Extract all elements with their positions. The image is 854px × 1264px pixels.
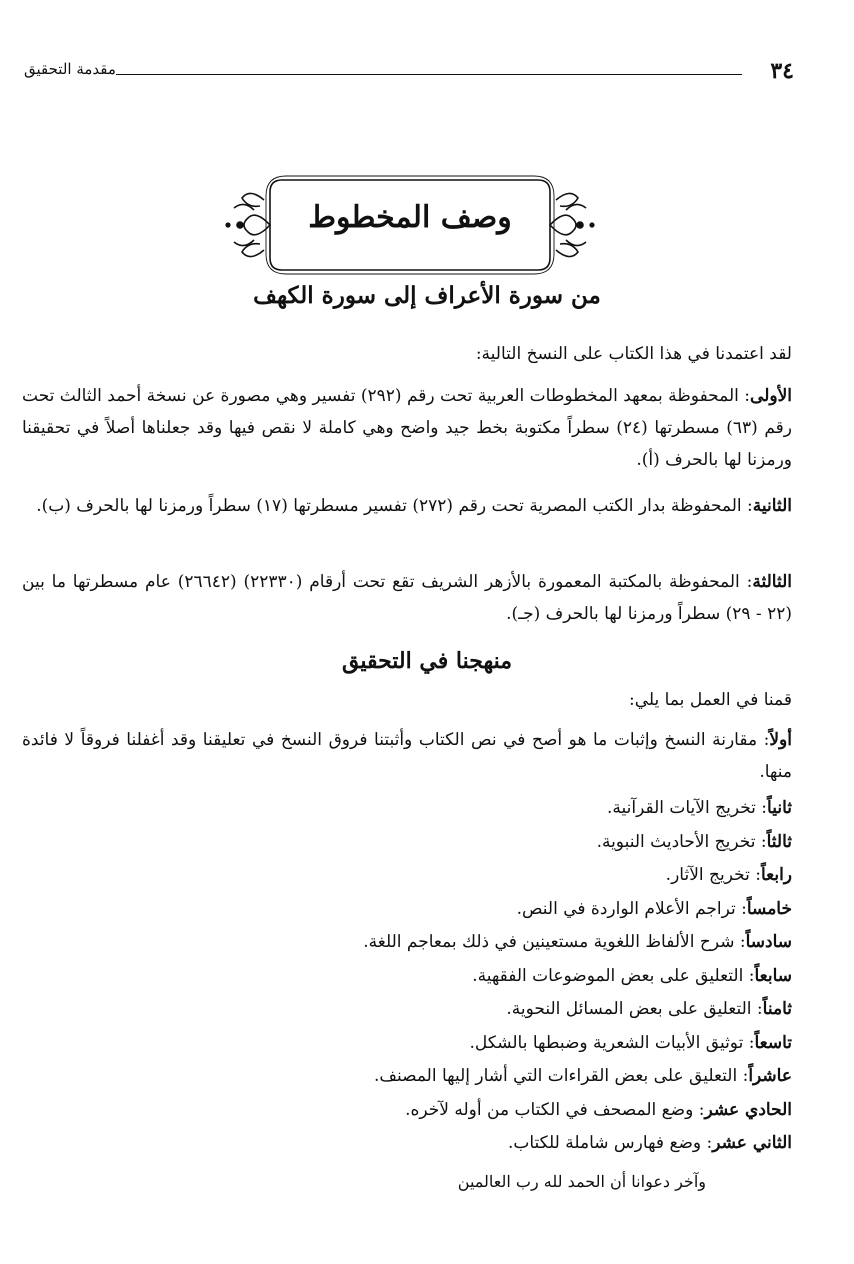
step-text: : التعليق على بعض المسائل النحوية. xyxy=(506,999,763,1019)
step-text: : التعليق على بعض الموضوعات الفقهية. xyxy=(472,965,755,986)
intro-paragraph xyxy=(22,338,792,370)
step-text: : التعليق على بعض القراءات التي أشار إليها المصنف. xyxy=(373,1066,749,1086)
page-number: ٣٤ xyxy=(770,58,794,84)
step-text: : تخريج الآثار. xyxy=(665,865,761,885)
header-rule xyxy=(116,74,742,75)
step-text: : تخريج الأحاديث النبوية. xyxy=(596,831,767,852)
chapter-subtitle: من سورة الأعراف إلى سورة الكهف xyxy=(253,282,601,309)
list-item xyxy=(22,993,792,1027)
list-item xyxy=(22,893,792,927)
method-intro-text: قمنا في العمل بما يلي: xyxy=(629,690,792,710)
step-label: تاسعاً xyxy=(754,1032,792,1053)
list-item xyxy=(22,859,792,893)
closing-line: وآخر دعوانا أن الحمد لله رب العالمين xyxy=(457,1172,706,1191)
intro-text: لقد اعتمدنا في هذا الكتاب على النسخ التالية: xyxy=(475,344,792,364)
list-item xyxy=(22,1094,792,1128)
step-label: الثاني عشر xyxy=(712,1133,792,1153)
step-label: عاشراً xyxy=(748,1066,792,1086)
step-label: ثالثاً xyxy=(766,831,792,852)
list-item xyxy=(22,1127,792,1161)
frame-title: وصف المخطوط xyxy=(308,200,512,235)
manuscript-text: : المحفوظة بالمكتبة المعمورة بالأزهر الشريف تقع تحت أرقام (٢٢٣٣٠) (٢٦٦٤٢) عام مسطرتها ما بين (٢٢ - ٢٩) سطراً ورمزنا لها بالحرف (جـ). xyxy=(22,572,792,624)
step-label: الحادي عشر xyxy=(704,1099,792,1120)
manuscript-third xyxy=(22,566,792,630)
method-steps-list xyxy=(22,792,792,1161)
step-label: سابعاً xyxy=(754,965,792,986)
step-text: : شرح الألفاظ اللغوية مستعينين في ذلك بمعاجم اللغة. xyxy=(363,932,746,952)
step-text: : تخريج الآيات القرآنية. xyxy=(606,798,768,818)
list-item xyxy=(22,960,792,994)
list-item xyxy=(22,1027,792,1061)
step-label: ثانياً xyxy=(767,798,792,818)
step-text: : توثيق الأبيات الشعرية وضبطها بالشكل. xyxy=(469,1032,755,1053)
manuscript-second xyxy=(22,490,792,522)
list-item xyxy=(22,826,792,860)
step-text: : تراجم الأعلام الواردة في النص. xyxy=(516,898,747,919)
manuscript-text: : المحفوظة بدار الكتب المصرية تحت رقم (٢٧٢) تفسير مسطرتها (١٧) سطراً ورمزنا لها بالحرف (ب). xyxy=(36,496,753,516)
title-frame xyxy=(220,170,600,280)
step-text: : وضع المصحف في الكتاب من أوله لآخره. xyxy=(405,1099,705,1120)
list-item xyxy=(22,1060,792,1094)
step-label: أولاً xyxy=(769,730,792,750)
step-text: : مقارنة النسخ وإثبات ما هو أصح في نص الكتاب وأثبتنا فروق النسخ في تعليقنا وقد أغفلنا فروقاً لا فائدة منها. xyxy=(22,730,792,782)
running-title: مقدمة التحقيق xyxy=(24,60,116,78)
method-intro xyxy=(22,684,792,716)
method-step-first xyxy=(22,724,792,788)
list-item xyxy=(22,792,792,826)
step-label: رابعاً xyxy=(760,865,792,885)
manuscript-first xyxy=(22,380,792,476)
list-item xyxy=(22,926,792,960)
manuscript-label: الثالثة xyxy=(752,572,792,592)
step-label: سادساً xyxy=(745,932,792,952)
manuscript-label: الثانية xyxy=(752,496,792,516)
step-label: خامساً xyxy=(746,898,792,919)
manuscript-text: : المحفوظة بمعهد المخطوطات العربية تحت رقم (٢٩٢) تفسير وهي مصورة عن نسخة أحمد الثالث تحت رقم (٦٣) مسطرتها (٢٤) سطراً مكتوبة بخط جيد واضح وهي كاملة لا نقص فيها وقد جعلناها أصلاً في تحقيقنا ورمزنا لها بالحرف (أ). xyxy=(22,386,793,470)
method-title: منهجنا في التحقيق xyxy=(341,648,513,674)
step-text: : وضع فهارس شاملة للكتاب. xyxy=(507,1133,713,1153)
step-label: ثامناً xyxy=(762,999,792,1019)
manuscript-label: الأولى xyxy=(750,386,793,406)
running-header xyxy=(24,58,794,88)
